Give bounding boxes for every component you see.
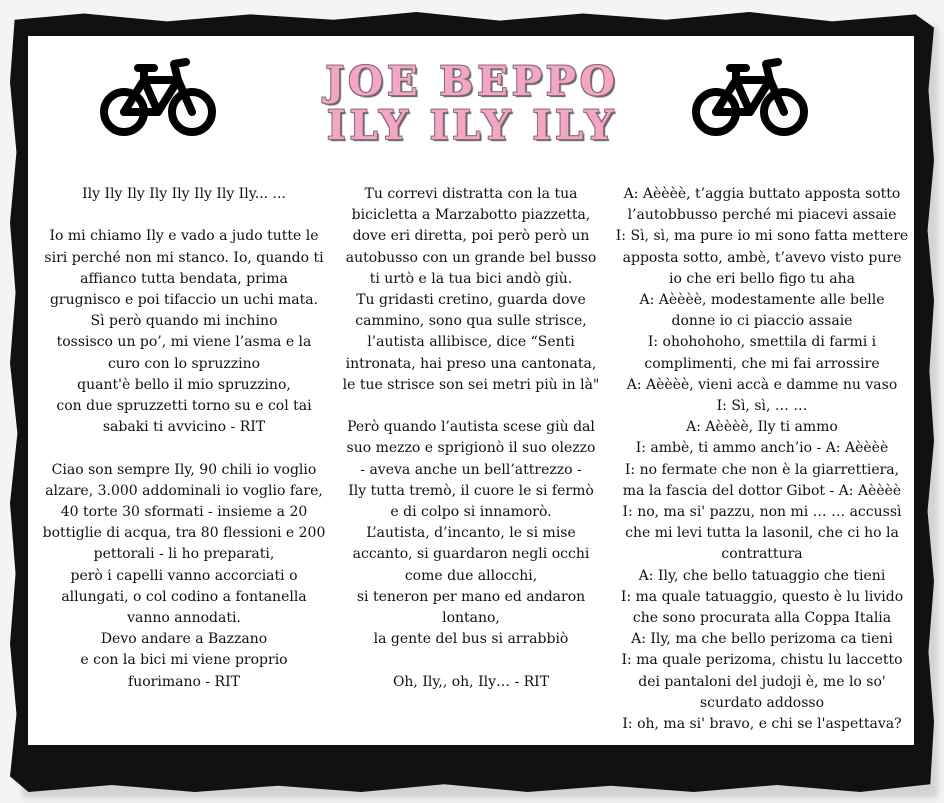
lyrics-column-left: Ily Ily Ily Ily Ily Ily Ily Ily... ... Io mi chiamo Ily e vado a judo tutte le siri perché non mi stanco. Io, quando ti affianco tutta bendata, prima grugnisco e poi tifaccio un uchi mata. Sì però quando mi inchino tossisco un po’, mi viene l’asma e la curo con lo spruzzino quant'è bello il mio spruzzino, con due spruzzetti torno su e col tai sabaki ti avvicino - RIT Ciao son sempre Ily, 90 chili io voglio alzare, 3.000 addominali io voglio fare, 40 torte 30 sformati - insieme a 20 bottiglie di acqua, tra 80 flessioni e 200 pettorali - li ho preparati, però i capelli vanno accorciati o allungati, o col codino a fontanella vanno annodati. Devo andare a Bazzano e con la bici mi viene proprio fuorimano - RIT bbox=[42, 186, 326, 690]
title-line-1: JOE BEPPO bbox=[325, 58, 619, 105]
bicycle-icon bbox=[98, 50, 218, 150]
title-line-2: ILY ILY ILY bbox=[326, 102, 618, 149]
lyrics-column-middle: Tu correvi distratta con la tua bicicletta a Marzabotto piazzetta, dove eri diretta, poi però però un autobusso con un grande bel busso ti urtò e la tua bici andò giù. Tu gridasti cretino, guarda dove cammino, sono qua sulle strisce, l’autista allibisce, dice “Senti intronata, hai preso una cantonata, le tue strisce son sei metri più in là" Però quando l’autista scese giù dal suo mezzo e sprigionò il suo olezzo - aveva anche un bell’attrezzo - Ily tutta tremò, il cuore le si fermò e di colpo si innamorò. L’autista, d’incanto, le si mise accanto, si guardaron negli occhi come due allocchi, si teneron per mano ed andaron lontano, la gente del bus si arrabbiò Oh, Ily,, oh, Ily… - RIT bbox=[342, 186, 600, 690]
dialogue-column-right: A: Aèèèè, t’aggia buttato apposta sotto l’autobbusso perché mi piacevi assaie I: Sì, sì, ma pure io mi sono fatta mettere apposta sotto, ambè, t’avevo visto pure io che eri bello figo tu aha A: Aèèèè, modestamente alle belle donne io ci piaccio assaie I: ohohohoho, smettila di farmi i complimenti, che mi fai arrossire A: Aèèèè, vieni accà e damme nu vaso I: Sì, sì, … … A: Aèèèè, Ily ti ammo I: ambè, ti ammo anch’io - A: Aèèèè I: no fermate che non è la giarrettiera, ma la fascia del dottor Gibot - A: Aèèèè I: no, ma si' pazzu, non mi … … accussì che mi levi tutta la lasonil, che ci ho la contrattura A: Ily, che bello tatuaggio che tieni I: ma quale tatuaggio, questo è lu livido che sono procurata alla Coppa Italia A: Ily, ma che bello perizoma ca tieni I: ma quale perizoma, chistu lu laccetto dei pantaloni del judoji è, me lo so' scurdato addosso I: oh, ma si' bravo, e chi se l'aspettava? bbox=[615, 186, 909, 733]
